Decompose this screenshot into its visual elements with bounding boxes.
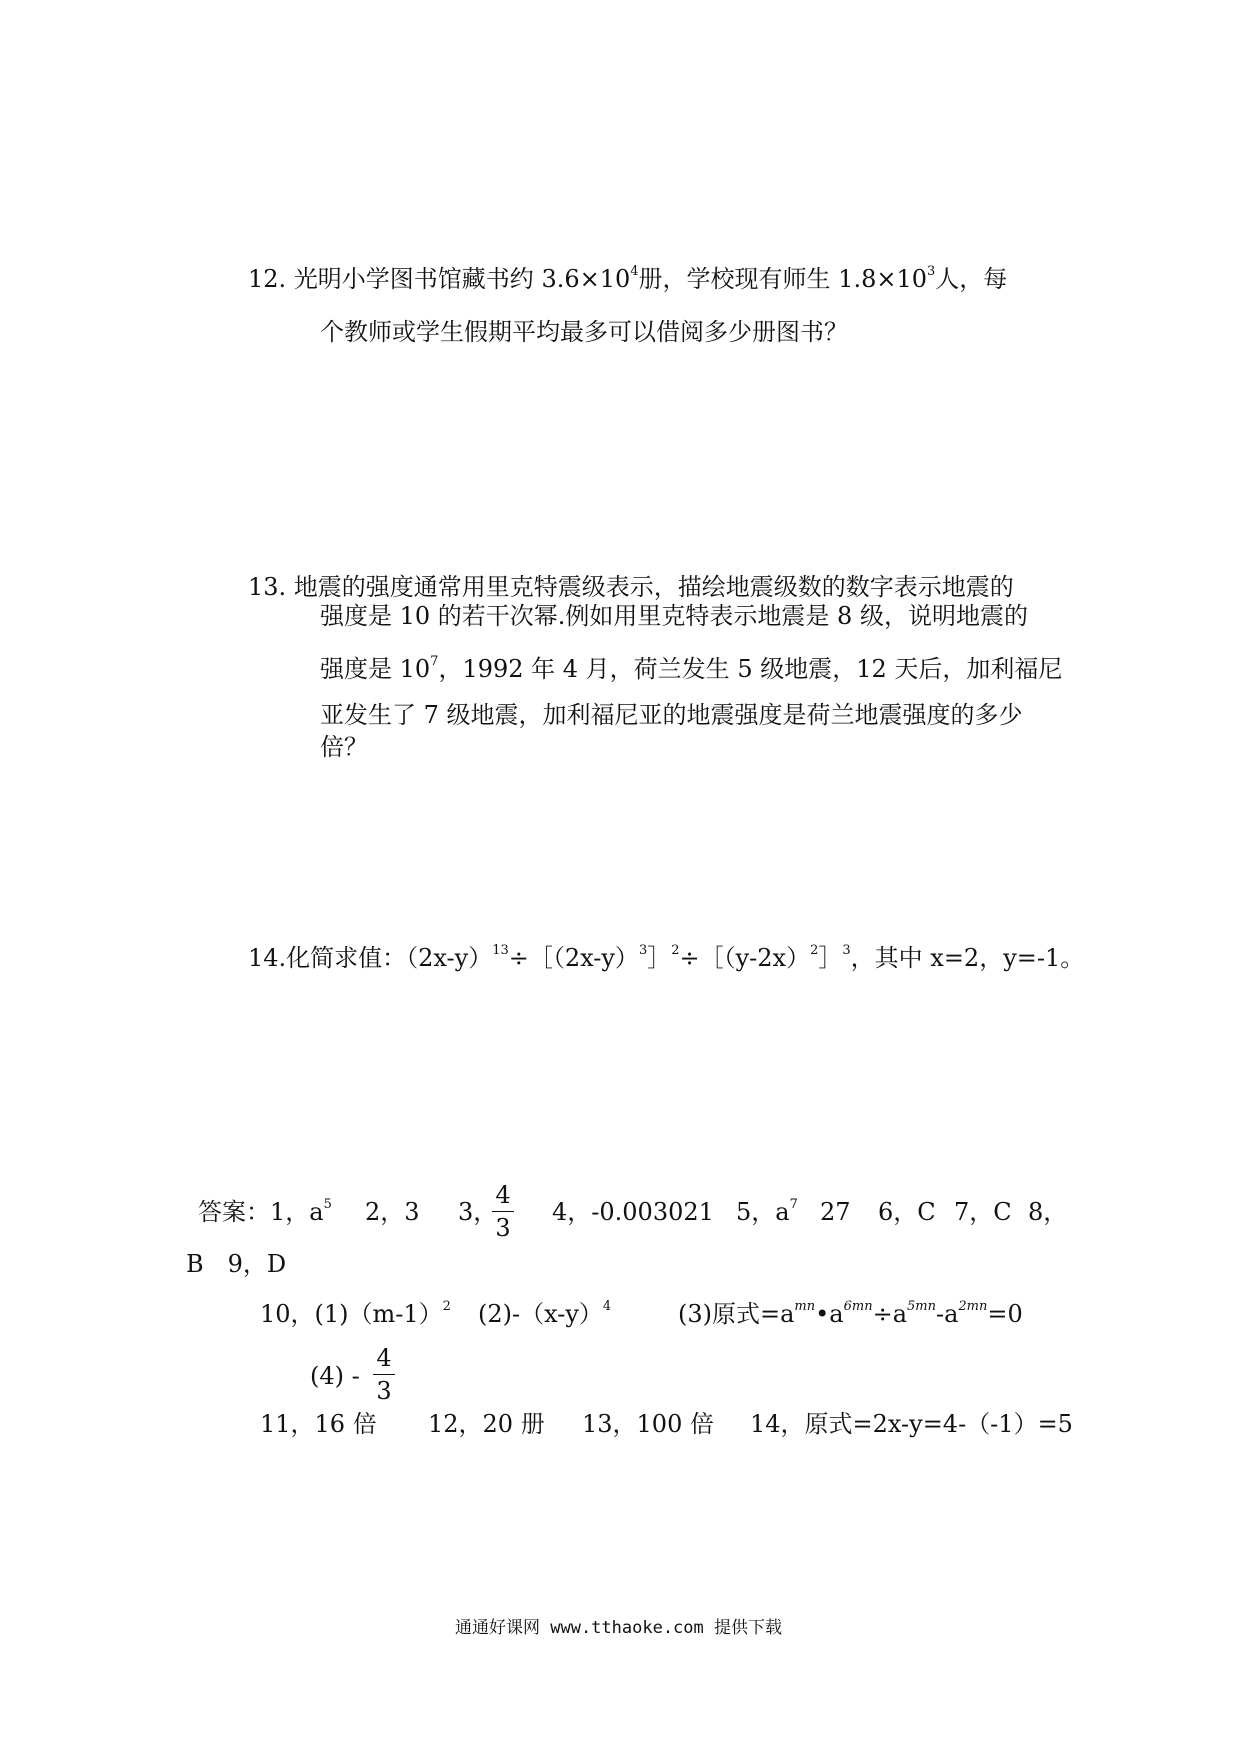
footer-source: 通通好课网 www.tthaoke.com 提供下载 (455, 1618, 782, 1638)
answers-label: 答案：1，$a^5$ (198, 1197, 332, 1226)
q13-line-4: 亚发生了 7 级地震，加利福尼亚的地震强度是荷兰地震强度的多少 (320, 701, 1023, 729)
q13-line-3: 强度是 $10^7$，1992 年 4 月，荷兰发生 5 级地震，12 天后，加利福尼 (320, 654, 1063, 683)
answer-14: 14，原式=2x-y=4-（-1）=5 (750, 1410, 1073, 1438)
q13-number: 13. (248, 573, 287, 601)
answer-10: 10，$(1)(m-1)^2$ (260, 1299, 451, 1328)
q12-number: 12. (248, 265, 287, 293)
answer-13: 13，100 倍 (582, 1410, 714, 1438)
answer-11: 11，16 倍 (260, 1410, 377, 1438)
answer-2: 2，3 (365, 1198, 420, 1226)
answer-6: 6，C (878, 1198, 936, 1226)
answer-line-2: B 9，D (186, 1250, 287, 1278)
answer-10-4-fraction: 4 3 (373, 1345, 395, 1404)
answer-10-3: (3)原式$=a^{mn}•a^{6mn}\div a^{5mn}-a^{2mn}=0$ (678, 1299, 1023, 1328)
answer-4: 4，-0.003021 (552, 1198, 714, 1226)
answer-5: 5，$a^7$ (736, 1197, 798, 1226)
q13-line-5: 倍？ (320, 733, 368, 761)
answer-5b: 27 (820, 1198, 851, 1226)
answer-12: 12，20 册 (428, 1410, 545, 1438)
answer-3: 3， (458, 1198, 498, 1226)
q13-line-2: 强度是 10 的若干次幂.例如用里克特表示地震是 8 级，说明地震的 (320, 602, 1028, 630)
answer-7: 7，C (954, 1198, 1012, 1226)
q14-line: 14.化简求值：$(2x-y)^{13}\div[(2x-y)^3]^2\div[(y-2x)^2]^3$，其中 x=2，y=-1。 (248, 943, 1085, 972)
answer-3-fraction: 4 3 (492, 1182, 514, 1241)
q13-line-1: 13. 地震的强度通常用里克特震级表示，描绘地震级数的数字表示地震的 (248, 573, 1014, 601)
answer-8: 8， (1028, 1198, 1068, 1226)
answer-10-2: $(2)-(x-y)^4$ (478, 1299, 612, 1328)
q12-line-1: 12. 光明小学图书馆藏书约 $3.6\times 10^4$册，学校现有师生 $1.8\times 10^3$人，每 (248, 264, 1008, 293)
q12-line-2: 个教师或学生假期平均最多可以借阅多少册图书？ (320, 318, 848, 346)
answer-10-4: (4) - (310, 1362, 360, 1390)
